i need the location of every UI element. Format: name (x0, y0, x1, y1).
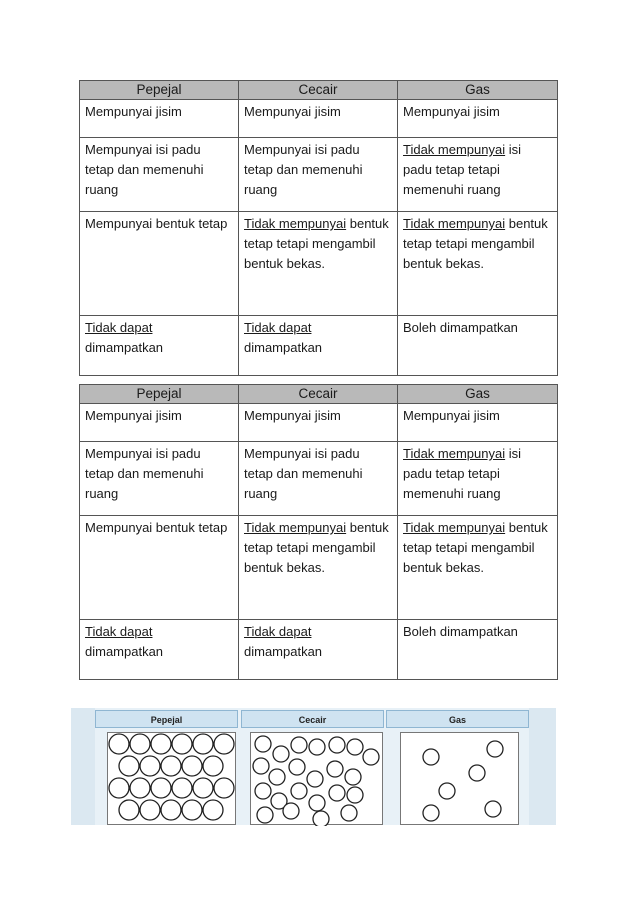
cell-text: dimampatkan (244, 340, 323, 355)
cell-text: dimampatkan (85, 340, 164, 355)
table-cell (239, 316, 398, 376)
gas-particle (439, 783, 455, 799)
cell-text: bentuk tetap tetapi mengambil bentuk bekas. (244, 520, 389, 575)
liquid-particle (309, 795, 325, 811)
panel-liquid-particles (250, 732, 383, 825)
table-cell (80, 516, 239, 620)
header-gas: Gas (398, 385, 558, 404)
underlined-text: Tidak dapat (244, 624, 312, 639)
gas-particles-drawing (401, 733, 520, 826)
cell-text: bentuk tetap tetapi mengambil bentuk bekas. (244, 216, 389, 271)
underlined-text: Tidak mempunyai (403, 142, 506, 157)
table-cell (80, 212, 239, 316)
table-cell (80, 316, 239, 376)
cell-text: Mempunyai jisim (403, 408, 500, 423)
table-cell (239, 442, 398, 516)
liquid-particle (307, 771, 323, 787)
illustration-frame (95, 708, 529, 825)
cell-text: bentuk tetap tetapi mengambil bentuk bekas. (403, 216, 548, 271)
solid-particle (140, 756, 160, 776)
properties-table-1 (79, 80, 558, 376)
table-cell (239, 212, 398, 316)
cell-text: Boleh dimampatkan (403, 320, 518, 335)
table-cell (239, 138, 398, 212)
cell-text: Mempunyai bentuk tetap (85, 520, 228, 535)
solid-particle (182, 756, 202, 776)
table-cell (80, 404, 239, 442)
table-row (80, 516, 558, 620)
table-cell (398, 442, 558, 516)
solid-particle (203, 800, 223, 820)
table-cell (398, 404, 558, 442)
cell-text: Mempunyai isi padu tetap dan memenuhi ruang (85, 446, 204, 501)
gas-particle (469, 765, 485, 781)
properties-table-2 (79, 384, 558, 680)
illustration-edge-right (529, 708, 556, 825)
solid-particle (182, 800, 202, 820)
liquid-particles-drawing (251, 733, 384, 826)
table-cell (239, 404, 398, 442)
liquid-particle (253, 758, 269, 774)
underlined-text: Tidak mempunyai (403, 520, 506, 535)
liquid-particle (291, 737, 307, 753)
solid-particle (172, 734, 192, 754)
solid-particle (193, 734, 213, 754)
liquid-particle (269, 769, 285, 785)
illustration-edge-left (71, 708, 95, 825)
cell-text: Mempunyai isi padu tetap dan memenuhi ruang (85, 142, 204, 197)
solid-particle (130, 778, 150, 798)
solid-particles-drawing (108, 733, 237, 826)
underlined-text: Tidak mempunyai (403, 446, 506, 461)
solid-particle (193, 778, 213, 798)
solid-particle (161, 800, 181, 820)
table-cell (239, 100, 398, 138)
liquid-particle (347, 787, 363, 803)
panel-label-cecair: Cecair (241, 710, 384, 728)
table-row (80, 404, 558, 442)
liquid-particle (329, 737, 345, 753)
cell-text: Mempunyai jisim (85, 104, 182, 119)
liquid-particle (309, 739, 325, 755)
header-cecair: Cecair (239, 385, 398, 404)
solid-particle (214, 778, 234, 798)
cell-text: Mempunyai jisim (244, 104, 341, 119)
solid-particle (161, 756, 181, 776)
liquid-particle (327, 761, 343, 777)
table-row (80, 138, 558, 212)
underlined-text: Tidak mempunyai (244, 216, 347, 231)
cell-text: Mempunyai jisim (244, 408, 341, 423)
liquid-particle (273, 746, 289, 762)
cell-text: Mempunyai jisim (85, 408, 182, 423)
cell-text: Mempunyai isi padu tetap dan memenuhi ruang (244, 446, 363, 501)
table-cell (398, 100, 558, 138)
header-gas: Gas (398, 81, 558, 100)
solid-particle (109, 734, 129, 754)
table-cell (398, 516, 558, 620)
liquid-particle (291, 783, 307, 799)
gas-particle (487, 741, 503, 757)
liquid-particle (257, 807, 273, 823)
solid-particle (109, 778, 129, 798)
table-cell (398, 316, 558, 376)
header-pepejal: Pepejal (80, 385, 239, 404)
header-cecair: Cecair (239, 81, 398, 100)
liquid-particle (289, 759, 305, 775)
underlined-text: Tidak dapat (244, 320, 312, 335)
table-cell (398, 138, 558, 212)
panel-solid-particles (107, 732, 236, 825)
solid-particle (151, 778, 171, 798)
cell-text: Mempunyai jisim (403, 104, 500, 119)
table-cell (239, 620, 398, 680)
header-pepejal: Pepejal (80, 81, 239, 100)
cell-text: isi padu tetap tetapi memenuhi ruang (403, 446, 522, 501)
liquid-particle (313, 811, 329, 826)
table-cell (80, 620, 239, 680)
table-cell (80, 100, 239, 138)
liquid-particle (283, 803, 299, 819)
cell-text: Mempunyai isi padu tetap dan memenuhi ruang (244, 142, 363, 197)
cell-text: bentuk tetap tetapi mengambil bentuk bekas. (403, 520, 548, 575)
underlined-text: Tidak mempunyai (403, 216, 506, 231)
panel-label-pepejal: Pepejal (95, 710, 238, 728)
panel-label-gas: Gas (386, 710, 529, 728)
liquid-particle (255, 783, 271, 799)
gas-particle (485, 801, 501, 817)
table-row (80, 212, 558, 316)
table-cell (80, 442, 239, 516)
table-row (80, 316, 558, 376)
liquid-particle (255, 736, 271, 752)
table-cell (80, 138, 239, 212)
solid-particle (140, 800, 160, 820)
liquid-particle (347, 739, 363, 755)
gas-particle (423, 805, 439, 821)
table-cell (398, 212, 558, 316)
table-cell (239, 516, 398, 620)
cell-text: Mempunyai bentuk tetap (85, 216, 228, 231)
solid-particle (203, 756, 223, 776)
particle-arrangement-illustration (71, 708, 556, 825)
underlined-text: Tidak dapat (85, 624, 153, 639)
liquid-particle (345, 769, 361, 785)
table-row (80, 100, 558, 138)
underlined-text: Tidak mempunyai (244, 520, 347, 535)
solid-particle (172, 778, 192, 798)
liquid-particle (363, 749, 379, 765)
cell-text: Boleh dimampatkan (403, 624, 518, 639)
cell-text: dimampatkan (85, 644, 164, 659)
solid-particle (151, 734, 171, 754)
underlined-text: Tidak dapat (85, 320, 153, 335)
cell-text: isi padu tetap tetapi memenuhi ruang (403, 142, 522, 197)
table-row (80, 442, 558, 516)
solid-particle (214, 734, 234, 754)
panel-gas-particles (400, 732, 519, 825)
solid-particle (119, 756, 139, 776)
table-header-row (80, 81, 558, 100)
table-cell (398, 620, 558, 680)
solid-particle (119, 800, 139, 820)
liquid-particle (341, 805, 357, 821)
table-row (80, 620, 558, 680)
cell-text: dimampatkan (244, 644, 323, 659)
solid-particle (130, 734, 150, 754)
table-header-row (80, 385, 558, 404)
liquid-particle (329, 785, 345, 801)
gas-particle (423, 749, 439, 765)
